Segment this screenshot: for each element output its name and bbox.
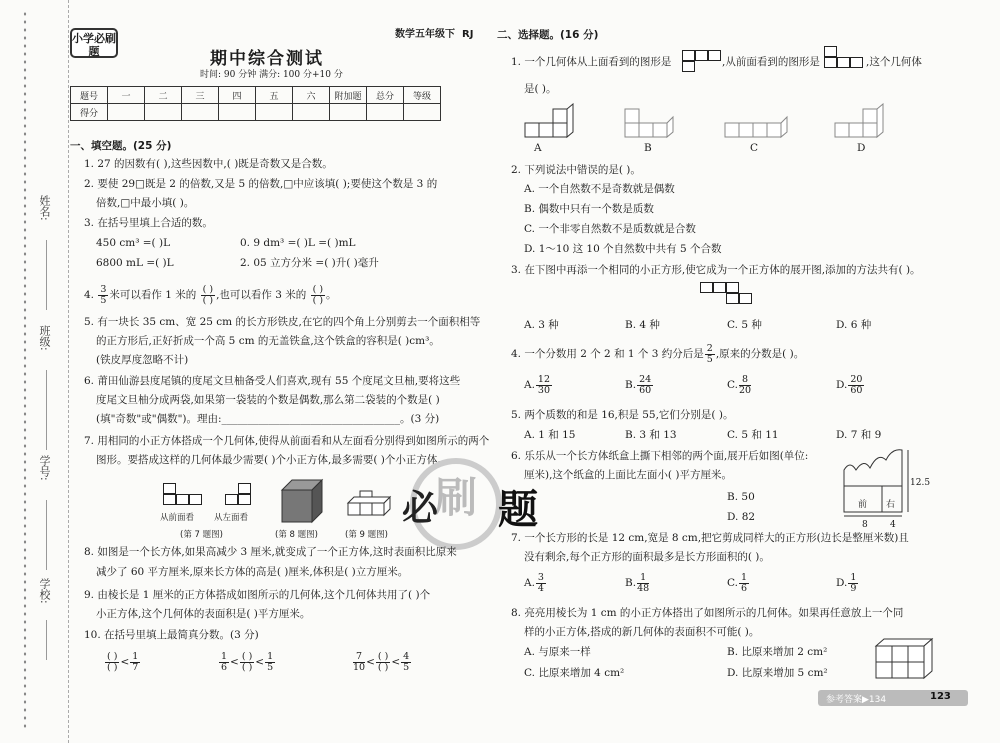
s2-q8-B[interactable]: B. 比原来增加 2 cm² — [727, 646, 828, 658]
q10-ineq-3 — [352, 650, 412, 674]
blank-fraction[interactable] — [376, 652, 390, 673]
fraction-num: ( ) — [241, 650, 253, 662]
score-cell: 总分 — [367, 87, 404, 104]
score-table — [70, 86, 441, 121]
cap-left: 从左面看 — [214, 513, 249, 523]
q8-cubes — [874, 636, 944, 682]
exam-subtitle: 时间: 90 分钟 满分: 100 分+10 分 — [200, 70, 343, 80]
fraction-num: 1 — [637, 573, 649, 584]
binding-margin — [0, 0, 69, 743]
option-a-cubes — [523, 103, 583, 139]
answer-ref-link[interactable]: 参考答案▶134 — [826, 695, 887, 705]
opt-letter: C. — [727, 577, 738, 589]
fraction-den: 10 — [353, 661, 366, 673]
fig6-height: 12.5 — [910, 478, 931, 488]
q6-torn-faces — [830, 440, 920, 528]
q4-blank-fraction[interactable] — [311, 285, 325, 306]
s2-q6b: 厘米),这个纸盒的上面比左面小( )平方厘米。 — [524, 469, 732, 481]
option-b-cubes — [623, 103, 683, 139]
q9-cubes — [346, 483, 396, 519]
s1-q3b: 0. 9 dm³ =( )L =( )mL — [240, 237, 356, 249]
s2-q4-A[interactable] — [524, 374, 553, 396]
s1-q1: 1. 27 的因数有( ),这些因数中,( )既是奇数又是合数。 — [84, 158, 333, 170]
fraction-den: 6 — [741, 582, 748, 594]
score-cell: 附加题 — [330, 87, 367, 104]
s2-q8b: 样的小正方体,搭成的新几何体的表面积不可能( )。 — [524, 626, 760, 638]
option-c[interactable]: C — [750, 142, 759, 154]
brand-logo: 小学必刷题 — [70, 28, 118, 58]
s2-q2-B[interactable]: B. 偶数中只有一个数是质数 — [524, 203, 654, 215]
fraction-den: ( ) — [377, 661, 389, 673]
option-c-cubes — [723, 103, 793, 139]
s1-q8a: 8. 如图是一个长方体,如果高减少 3 厘米,就变成了一个正方体,这时表面积比原来 — [84, 546, 457, 558]
fraction-num: 24 — [639, 373, 652, 385]
s2-q3-C[interactable]: C. 5 种 — [727, 319, 762, 331]
s2-q5-C[interactable]: C. 5 和 11 — [727, 429, 779, 441]
fraction-den: 60 — [850, 384, 863, 396]
s1-q7a: 7. 用相同的小正方体搭成一个几何体,使得从前面看和从左面看分别得到如图所示的两个 — [84, 435, 490, 447]
s2-q6-D[interactable]: D. 82 — [727, 511, 756, 523]
fraction-den: 20 — [739, 384, 752, 396]
s1-q3c: 6800 mL =( )L — [96, 257, 174, 269]
score-cell: 六 — [293, 87, 330, 104]
s2-q8-A[interactable]: A. 与原来一样 — [524, 646, 591, 658]
fraction-den: 9 — [850, 582, 857, 594]
fraction-num: ( ) — [377, 650, 389, 662]
lt-sign: < — [230, 656, 239, 668]
s1-q3a: 450 cm³ =( )L — [96, 237, 171, 249]
score-cell: 四 — [219, 87, 256, 104]
s2-q8a: 8. 亮亮用棱长为 1 cm 的小正方体搭出了如图所示的几何体。如果再任意放上一个同 — [511, 607, 904, 619]
fraction-den: 5 — [267, 661, 274, 673]
page-number: 123 — [930, 691, 951, 702]
s2-q2-A[interactable]: A. 一个自然数不是奇数就是偶数 — [524, 183, 675, 195]
s2-q5-B[interactable]: B. 3 和 13 — [625, 429, 677, 441]
edition-label: RJ — [462, 29, 474, 40]
s1-q4 — [84, 284, 337, 306]
option-d[interactable]: D — [857, 142, 866, 154]
s2-q2: 2. 下列说法中错误的是( )。 — [511, 164, 641, 176]
s2-q8-D[interactable]: D. 比原来增加 5 cm² — [727, 667, 828, 679]
section1-heading: 一、填空题。(25 分) — [70, 140, 172, 152]
watermark-right: 题 — [498, 487, 538, 533]
binding-dots — [22, 10, 28, 730]
q4-end: 。 — [326, 289, 337, 301]
s2-q1b: ,从前面看到的图形是 — [722, 56, 820, 68]
fraction — [265, 652, 275, 673]
s2-q6a: 6. 乐乐从一个长方体纸盒上撕下相邻的两个面,展开后如图(单位: — [511, 450, 809, 462]
s1-q3: 3. 在括号里填上合适的数。 — [84, 217, 213, 229]
q8-cuboid — [278, 476, 326, 524]
opt-letter: B. — [625, 379, 637, 391]
s2-q7-B[interactable] — [625, 572, 650, 594]
fraction — [637, 375, 653, 396]
s2-q3-A[interactable]: A. 3 种 — [524, 319, 559, 331]
q4-blank-fraction[interactable] — [201, 285, 215, 306]
s2-q4-B[interactable] — [625, 374, 654, 396]
s2-q5-A[interactable]: A. 1 和 15 — [524, 429, 576, 441]
fraction-num: 1 — [850, 571, 857, 583]
lt-sign: < — [391, 656, 401, 668]
fraction-num: 2 — [706, 342, 713, 354]
s2-q7a: 7. 一个长方形的长是 12 cm,宽是 8 cm,把它剪成同样大的正方形(边长是整厘米数)且 — [511, 532, 909, 544]
opt-letter: C. — [727, 379, 738, 391]
s2-q3: 3. 在下图中再添一个相同的小正方形,使它成为一个正方体的展开图,添加的方法共有( )。 — [511, 264, 921, 276]
s1-q2a: 2. 要使 29□既是 2 的倍数,又是 5 的倍数,□中应该填( );要使这个数是 3 的 — [84, 178, 438, 190]
fraction-den: 5 — [706, 353, 713, 365]
s2-q2-D[interactable]: D. 1～10 这 10 个自然数中共有 5 个合数 — [524, 243, 722, 255]
score-input[interactable] — [367, 104, 404, 121]
fraction — [739, 375, 751, 396]
class-label: 班级: — [38, 325, 51, 351]
score-cell: 得分 — [71, 104, 108, 121]
score-input[interactable] — [145, 104, 182, 121]
fraction-num: 7 — [353, 652, 365, 663]
fraction — [848, 573, 858, 594]
cap-front: 从前面看 — [160, 513, 195, 523]
fraction-num: 1 — [132, 650, 139, 662]
fraction-den: 6 — [221, 661, 228, 673]
s2-q7-C[interactable] — [727, 572, 750, 594]
fraction-num: 20 — [850, 373, 863, 385]
fraction-den: ( ) — [241, 661, 253, 673]
fraction-den: 5 — [100, 294, 107, 306]
fraction-num: 3 — [537, 571, 544, 583]
score-input[interactable] — [404, 104, 441, 121]
lt-sign: < — [366, 656, 375, 668]
s2-q1d: 是( )。 — [524, 83, 557, 95]
cap9: (第 9 题图) — [345, 530, 388, 540]
fraction — [353, 652, 365, 673]
s2-q7-D[interactable] — [836, 572, 859, 594]
watermark-left: 必 — [402, 488, 439, 529]
cap8: (第 8 题图) — [275, 530, 318, 540]
score-input[interactable] — [108, 104, 145, 121]
blank-fraction[interactable] — [240, 652, 254, 673]
fraction-den: ( ) — [312, 294, 324, 306]
fraction — [130, 652, 140, 673]
fraction-num: 12 — [537, 373, 551, 385]
score-cell: 等级 — [404, 87, 441, 104]
fraction-num: ( ) — [312, 283, 324, 295]
fraction-num: 4 — [403, 650, 410, 662]
fig6-right: 右 — [886, 500, 896, 510]
q4-text2: ,也可以看作 3 米的 — [216, 289, 307, 301]
fraction — [536, 375, 552, 396]
fraction — [219, 652, 229, 673]
page-footer — [818, 690, 968, 706]
q10-ineq-2 — [218, 650, 276, 674]
option-a[interactable]: A — [534, 142, 542, 154]
subject-label: 数学五年级下 — [395, 29, 455, 40]
s1-q5a: 5. 有一块长 35 cm、宽 25 cm 的长方形铁皮,在它的四个角上分别剪去一个面积相等 — [84, 316, 481, 328]
name-line — [46, 240, 47, 310]
s1-q8b: 减少了 60 平方厘米,原来长方体的高是( )厘米,体积是( )立方厘米。 — [96, 566, 409, 578]
fraction-num: 8 — [739, 375, 751, 386]
fraction-den: 4 — [537, 582, 544, 594]
fraction-den: 48 — [637, 582, 650, 594]
fraction — [536, 573, 546, 594]
q4-prefix: 4. — [84, 289, 95, 301]
page-title: 期中综合测试 — [210, 49, 324, 69]
s2-q4-C[interactable] — [727, 374, 752, 396]
score-cell: 二 — [145, 87, 182, 104]
fig6-w2: 4 — [890, 520, 896, 530]
id-label: 学号: — [38, 455, 51, 481]
s2-q1a: 1. 一个几何体从上面看到的图形是 — [511, 56, 672, 68]
score-input[interactable] — [182, 104, 219, 121]
score-cell: 一 — [108, 87, 145, 104]
opt-letter: D. — [836, 577, 848, 589]
s2-q7b: 没有剩余,每个正方形的面积最多是长方形面积的( )。 — [524, 551, 770, 563]
section2-heading: 二、选择题。(16 分) — [497, 29, 599, 41]
school-line — [46, 620, 47, 660]
option-d-cubes — [833, 103, 893, 139]
q4-text: 4. 一个分数用 2 个 2 和 1 个 3 约分后是 — [511, 348, 704, 360]
score-cell: 题号 — [71, 87, 108, 104]
s1-q5c: (铁皮厚度忽略不计) — [96, 354, 189, 366]
watermark-circle: 刷 — [410, 458, 502, 550]
s2-q4 — [511, 343, 804, 365]
school-label: 学校: — [38, 578, 51, 604]
class-line — [46, 370, 47, 450]
fraction — [705, 344, 715, 365]
s2-q8-C[interactable]: C. 比原来增加 4 cm² — [524, 667, 625, 679]
cap7: (第 7 题图) — [180, 530, 223, 540]
s1-q6b: 度尾文旦柚分成两袋,如果第一袋装的个数是偶数,那么第二袋装的个数是( ) — [96, 394, 440, 406]
opt-letter: D. — [836, 379, 848, 391]
score-input[interactable] — [219, 104, 256, 121]
s2-q3-D[interactable]: D. 6 种 — [836, 319, 872, 331]
s2-q4-D[interactable] — [836, 374, 865, 396]
name-label: 姓名: — [38, 195, 51, 221]
opt-letter: A. — [524, 577, 535, 589]
score-cell: 三 — [182, 87, 219, 104]
fraction-den: 5 — [403, 661, 410, 673]
fraction-den: 7 — [132, 661, 139, 673]
s1-q9a: 9. 由棱长是 1 厘米的正方体搭成如图所示的几何体,这个几何体共用了( )个 — [84, 589, 431, 601]
s2-q3-B[interactable]: B. 4 种 — [625, 319, 660, 331]
s1-q6a: 6. 莆田仙游县度尾镇的度尾文旦柚备受人们喜欢,现有 55 个度尾文旦柚,要将这些 — [84, 375, 461, 387]
lt-sign: < — [120, 656, 130, 668]
opt-letter: A. — [524, 379, 535, 391]
fraction-den: ( ) — [202, 294, 214, 306]
fraction-den: ( ) — [107, 661, 118, 673]
s2-q7-A[interactable] — [524, 572, 547, 594]
q4-text: ,原来的分数是( )。 — [715, 348, 805, 360]
q4-text: 米可以看作 1 米的 — [109, 289, 197, 301]
s1-q2b: 倍数,□中最小填( )。 — [96, 197, 195, 209]
s1-q7b: 图形。要搭成这样的几何体最少需要( )个小正方体,最多需要( )个小正方体。 — [96, 454, 448, 466]
fraction — [637, 573, 649, 594]
q10-ineq-1 — [104, 650, 141, 674]
score-cell: 五 — [256, 87, 293, 104]
fraction — [401, 652, 411, 673]
s1-q10: 10. 在括号里填上最简真分数。(3 分) — [84, 629, 259, 641]
fraction-num: ( ) — [107, 650, 118, 662]
q4-fraction — [98, 285, 108, 306]
fraction-num: ( ) — [202, 283, 214, 295]
s2-q5: 5. 两个质数的和是 16,积是 55,它们分别是( )。 — [511, 409, 734, 421]
fraction-num: 1 — [221, 650, 228, 662]
option-b[interactable]: B — [644, 142, 652, 154]
fraction-num: 1 — [741, 571, 748, 583]
fig6-w1: 8 — [862, 520, 868, 530]
s1-q5b: 的正方形后,正好折成一个高 5 cm 的无盖铁盒,这个铁盒的容积是( )cm³。 — [96, 335, 440, 347]
score-input[interactable] — [256, 104, 293, 121]
lt-sign: < — [255, 656, 265, 668]
fraction-den: 60 — [639, 384, 652, 396]
s1-q9b: 小正方体,这个几何体的表面积是( )平方厘米。 — [96, 608, 311, 620]
s1-q6c: (填"奇数"或"偶数")。理由:__________________________________。(3 分) — [96, 413, 440, 425]
fraction — [739, 573, 749, 594]
score-input[interactable] — [330, 104, 367, 121]
s2-q6-B[interactable]: B. 50 — [727, 491, 755, 503]
s2-q1c: ,这个几何体 — [866, 56, 922, 68]
fraction-den: 30 — [537, 384, 551, 396]
id-line — [46, 500, 47, 570]
s2-q5-D[interactable]: D. 7 和 9 — [836, 429, 882, 441]
score-input[interactable] — [293, 104, 330, 121]
s1-q3d: 2. 05 立方分米 =( )升( )毫升 — [240, 257, 379, 269]
opt-letter: B. — [625, 577, 637, 589]
blank-fraction[interactable] — [105, 652, 119, 673]
s2-q2-C[interactable]: C. 一个非零自然数不是质数就是合数 — [524, 223, 696, 235]
fraction — [848, 375, 864, 396]
fraction-num: 3 — [100, 283, 107, 295]
fraction-num: 1 — [267, 650, 274, 662]
fig6-front: 前 — [858, 500, 868, 510]
